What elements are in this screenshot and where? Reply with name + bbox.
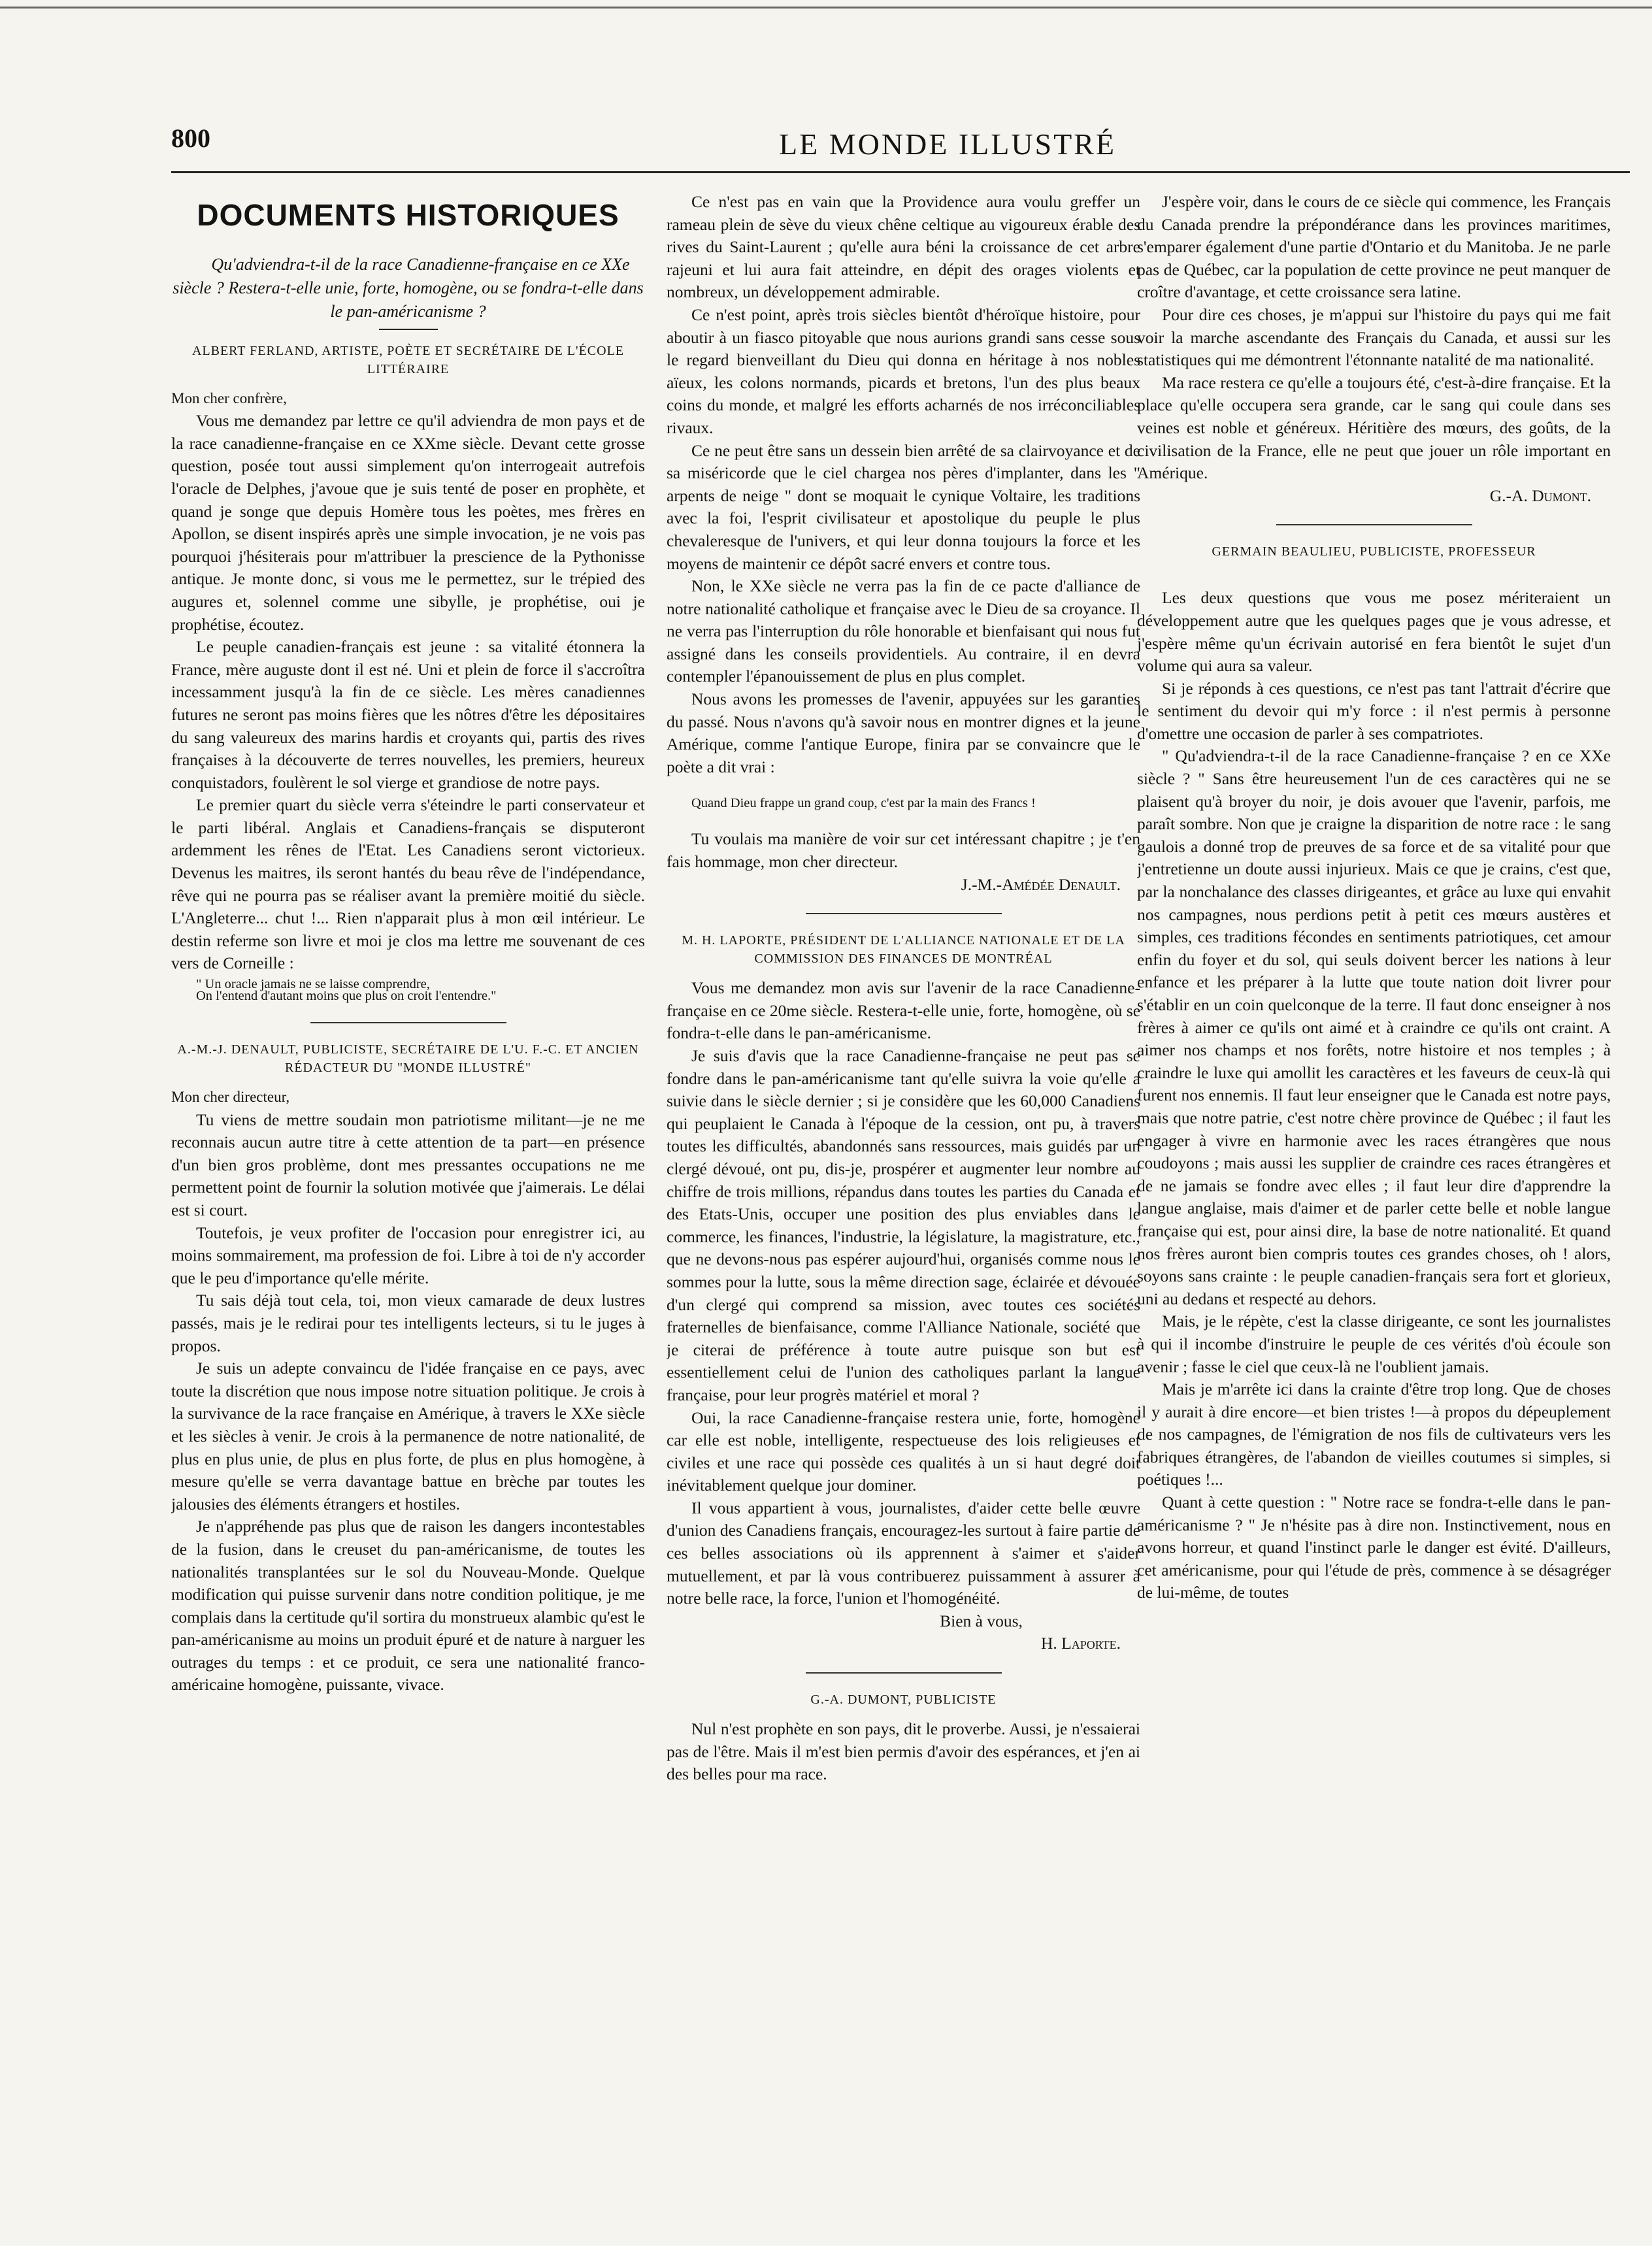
divider <box>1276 524 1472 525</box>
signature: J.-M.-Amédée Denault. <box>961 874 1121 894</box>
signature: H. Laporte. <box>1040 1634 1121 1653</box>
paragraph: Je suis d'avis que la race Canadienne-française ne peut pas se fondre dans le pan-américanisme tant qu'elle suivra la voie qu'elle a suivie dans le siècle dernier ; si je considère que les 60,000 Canadiens qui peuplaient le Canada à l'époque de la cession, ont pu, à travers toutes les difficultés, abandonnés sans ressources, mais guidés par un clergé dévoué, ont pu, dis-je, prospérer et augmenter leur nombre au chiffre de trois millions, répandus dans toutes les parties du Canada et des Etats-Unis, occuper une position des plus enviables dans le commerce, les finances, l'industrie, la législature, la magistrature, etc., que ne devons-nous pas espérer aujourd'hui, organisés comme nous le sommes pour la lutte, sous la même direction sage, éclairée et dévouée d'un clergé qui comprend sa mission, avec toutes ces sociétés fraternelles de bienfaisance, comme l'Alliance Nationale, société que je citerai de préférence à toute autre puisque son but est essentiellement celui de l'union des catholiques parlant la langue française, pour leur progrès matériel et moral ? <box>667 1046 1140 1404</box>
author-heading-beaulieu: GERMAIN BEAULIEU, PUBLICISTE, PROFESSEUR <box>1212 544 1536 559</box>
paragraph: Nul n'est prophète en son pays, dit le proverbe. Aussi, je n'essaierai pas de l'être. Mais il m'est bien permis d'avoir des espérances, et j'en ai des belles pour ma race. <box>667 1719 1140 1784</box>
divider <box>806 913 1002 914</box>
paragraph: Vous me demandez mon avis sur l'avenir de la race Canadienne-française en ce 20me siècle. Restera-t-elle unie, forte, homogène, où se fondra-t-elle dans le pan-américanisme. <box>667 978 1140 1043</box>
paragraph: Mais je m'arrête ici dans la crainte d'être trop long. Que de choses il y aurait à dire encore—et bien tristes !—à propos du dépeuplement de nos campagnes, de l'émigration de nos fils de cultivateurs vers les fabriques étrangères, de l'abandon de vieilles coutumes si simples, si poétiques !... <box>1137 1379 1611 1489</box>
closing: Bien à vous, <box>940 1611 1023 1630</box>
paragraph: Le premier quart du siècle verra s'éteindre le parti conservateur et le parti libéral. Anglais et Canadiens-français se disputeront ardemment les rênes de l'Etat. Les Canadiens seront victorieux. Devenus les maitres, ils seront hantés du beau rêve de l'indépendance, rêve qui ne pourra pas se réaliser avant la première moitié du siècle. L'Angleterre... chut !... Rien n'apparait plus à mon œil intérieur. Le destin referme son livre et moi je clos ma lettre me souvenant de ces vers de Corneille : <box>171 795 645 973</box>
signature: G.-A. Dumont. <box>1489 486 1591 505</box>
header-rule <box>171 171 1630 173</box>
paragraph: Ce ne peut être sans un dessein bien arrêté de sa clairvoyance et de sa miséricorde que le ciel chargea nos pères d'implanter, dans les " arpents de neige " dont se moquait le cynique Voltaire, les traditions avec la foi, l'esprit civilisateur et apostolique du peuple le plus chevaleresque de l'univers, et qui leur donna toujours la force et les moyens de maintenir ce dépôt sacré envers et contre tous. <box>667 440 1140 573</box>
quote-line: On l'entend d'autant moins que plus on croit l'entendre." <box>196 989 497 1004</box>
divider <box>379 329 438 330</box>
page-number: 800 <box>171 124 210 153</box>
paragraph: Pour dire ces choses, je m'appui sur l'histoire du pays qui me fait voir la marche ascendante des Français du Canada, et aussi sur les statistiques qui me démontrent l'étonnante natalité de ma nationalité. <box>1137 305 1611 370</box>
column-1 <box>171 191 645 2217</box>
paragraph: Il vous appartient à vous, journalistes, d'aider cette belle œuvre d'union des Canadiens français, encouragez-les surtout à faire partie de ces belles associations où ils apprennent à s'aimer et s'aider mutuellement, et par là vous contribuerez puissamment à assurer à notre belle race, la force, l'union et l'homogénéité. <box>667 1498 1140 1608</box>
divider <box>806 1672 1002 1674</box>
author-heading-dumont: G.-A. DUMONT, PUBLICISTE <box>810 1693 997 1708</box>
paragraph: Ma race restera ce qu'elle a toujours été, c'est-à-dire française. Et la place qu'elle occupera sera grande, car le sang qui coule dans ses veines est noble et généreux. Héritière des mœurs, des goûts, de la civilisation de la France, elle ne peut que jouer un rôle important en Amérique. <box>1137 372 1611 483</box>
divider <box>310 1022 506 1023</box>
question: Qu'adviendra-t-il de la race Canadienne-française en ce XXe siècle ? Restera-t-elle unie, forte, homogène, ou se fondra-t-elle dans le pan-américanisme ? <box>173 254 644 321</box>
paragraph: Je suis un adepte convaincu de l'idée française en ce pays, avec toute la discrétion que nous impose notre situation politique. Je crois à la survivance de la race française en Amérique, à travers le XXe siècle et les siècles à venir. Je crois à la permanence de notre nationalité, de plus en plus unie, de plus en plus forte, de plus en plus homogène, à mesure qu'elle se verra davantage battue en brèche par toutes les jalousies des éléments étrangers et hostiles. <box>171 1359 645 1513</box>
paragraph: Les deux questions que vous me posez mériteraient un développement autre que les quelques pages que je vous adresse, et j'espère même qu'un écrivain autorisé en fera bientôt le sujet d'un volume qui aura sa valeur. <box>1137 588 1611 676</box>
paragraph: Je n'appréhende pas plus que de raison les dangers incontestables de la fusion, dans le creuset du pan-américanisme, de toutes les nationalités transplantées sur le sol du Nouveau-Monde. Quelque modification qui puisse survenir dans notre condition politique, je me complais dans la certitude qu'il sortira du monstrueux alambic qu'est le pan-américanisme au moins un produit épuré et de nature à narguer les outrages du temps : et ce produit, ce sera une nationalité franco-américaine homogène, puissante, vivace. <box>171 1517 645 1694</box>
salutation: Mon cher confrère, <box>171 389 287 406</box>
author-heading-laporte: M. H. LAPORTE, PRÉSIDENT DE L'ALLIANCE NATIONALE ET DE LA COMMISSION DES FINANCES DE MONTRÉAL <box>682 933 1125 966</box>
paragraph: Nous avons les promesses de l'avenir, appuyées sur les garanties du passé. Nous n'avons qu'à savoir nous en montrer dignes et la jeune Amérique, comme l'antique Europe, finira par se convaincre que le poète a dit vrai : <box>667 689 1140 776</box>
journal-title: LE MONDE ILLUSTRÉ <box>778 127 1117 161</box>
paragraph: Tu sais déjà tout cela, toi, mon vieux camarade de deux lustres passés, mais je le redirai pour tes intelligents lecteurs, si tu le juges à propos. <box>171 1291 645 1355</box>
section-title: DOCUMENTS HISTORIQUES <box>197 198 620 232</box>
quote-line: " Un oracle jamais ne se laisse comprendre, <box>196 977 430 992</box>
paragraph: Si je réponds à ces questions, ce n'est pas tant l'attrait d'écrire que le sentiment du devoir qui m'y force : il n'est permis à personne d'omettre une occasion de parler à ses compatriotes. <box>1137 678 1611 743</box>
paragraph: Tu voulais ma manière de voir sur cet intéressant chapitre ; je t'en fais hommage, mon cher directeur. <box>667 829 1140 872</box>
spacer <box>1137 570 1611 587</box>
paragraph: Non, le XXe siècle ne verra pas la fin de ce pacte d'alliance de notre nationalité catholique et française avec le Dieu de sa croyance. Il ne verra pas l'interruption du rôle honorable et bienfaisant qui nous fut assigné dans les conseils providentiels. Au contraire, il en devra contempler l'épanouissement de plus en plus complet. <box>667 576 1140 686</box>
column-3 <box>1137 191 1611 2217</box>
salutation: Mon cher directeur, <box>171 1089 290 1106</box>
paragraph: Le peuple canadien-français est jeune : sa vitalité étonnera la France, mère auguste dont il est né. Uni et plein de force il s'accroîtra incessamment jusqu'à la fin de ce siècle. Les mères canadiennes futures ne seront pas moins fières que les nôtres d'être les dépositaires du sang valeureux des marins hardis et croyants qui, partis des rives françaises à la découverte de terres nouvelles, les premiers, heureux conquistadors, foulèrent le sol vierge et grandiose de notre pays. <box>171 637 645 792</box>
paragraph: Vous me demandez par lettre ce qu'il adviendra de mon pays et de la race canadienne-française en ce XXme siècle. Devant cette grosse question, posée tout aussi simplement qu'on interrogeait autrefois l'oracle de Delphes, j'avoue que je suis tenté de poser en prophète, et quand je songe que depuis Homère tous les poètes, mes frères en Apollon, se disent inspirés après une simple invocation, je ne vois pas pourquoi j'hésiterais pour m'attribuer la prescience de la Pythonisse antique. Je monte donc, si vous me le permettez, sur le trépied des augures et, solennel comme une sibylle, je prophétise, oui je prophétise, écoutez. <box>171 411 645 634</box>
paragraph: Quant à cette question : " Notre race se fondra-t-elle dans le pan-américanisme ? " Je n'hésite pas à dire non. Instinctivement, nous en avons horreur, et quand l'instinct parle le danger est évité. D'ailleurs, cet américanisme, pour qui l'étude de près, commence à se désagréger de lui-même, de toutes <box>1137 1493 1611 1602</box>
top-border <box>0 0 1652 8</box>
paragraph: Ce n'est point, après trois siècles bientôt d'héroïque histoire, pour aboutir à un fiasco pitoyable que nous aurions grandi sans cesse sous le regard bienveillant du Dieu qui donna en héritage à nos nobles aïeux, les colons normands, picards et bretons, l'un des plus beaux coins du monde, et malgré les efforts acharnés de nos irréconciliables rivaux. <box>667 305 1140 437</box>
paragraph: Oui, la race Canadienne-française restera unie, forte, homogène car elle est noble, intelligente, respectueuse des lois religieuses et civiles et une race qui possède ces qualités à un si haut degré doit inévitablement quelque jour dominer. <box>667 1408 1140 1495</box>
paragraph: Ce n'est pas en vain que la Providence aura voulu greffer un rameau plein de sève du vieux chêne celtique au vigoureux érable des rives du Saint-Laurent ; qu'elle aura béni la croissance de cet arbre rajeuni et lui aura fait atteindre, en dépit des orages violents et nombreux, un développement admirable. <box>667 192 1140 302</box>
paragraph: Toutefois, je veux profiter de l'occasion pour enregistrer ici, au moins sommairement, ma profession de foi. Libre à toi de n'y accorder que le peu d'importance qu'elle mérite. <box>171 1223 645 1287</box>
author-heading-ferland: ALBERT FERLAND, ARTISTE, POÈTE ET SECRÉTAIRE DE L'ÉCOLE LITTÉRAIRE <box>191 343 625 376</box>
paragraph: " Qu'adviendra-t-il de la race Canadienne-française ? en ce XXe siècle ? " Sans être heureusement l'un de ces caractères qui ne se plaisent qu'à broyer du noir, je dois avouer que l'avenir, parfois, me paraît sombre. Non que je craigne la disparition de notre race : le sang gaulois a donné trop de preuves de sa force et de sa vitalité pour que j'entretienne un doute aussi injurieux. Mais ce que je crains, c'est que, par la nonchalance des classes dirigeantes, et grâce au luxe qui envahit nos campagnes, nous perdions petit à petit ces mœurs austères et simples, ces traditions fécondes en sentiments patriotiques, cet amour enfin du foyer et du sol, qui seuls doivent bercer les nations à leur enfance et les préparer à la lutte que toute nation doit livrer pour s'établir en un coin quelconque de la terre. Il faut donc enseigner à nos frères à aimer ce qu'ils ont aimé et à craindre ce qu'ils ont craint. A aimer nos champs et nos forêts, notre histoire et nos temples ; à craindre le luxe qui amollit les caractères et les faveurs de ceux-là qui furent nos ennemis. Il faut leur enseigner que le Canada est notre pays, mais que notre patrie, c'est notre chère province de Québec ; il faut les engager à vivre en harmonie avec les races étrangères que nous coudoyons ; mais aussi les supplier de craindre ces races étrangères et de ne jamais se fondre avec elles ; il faut leur dire d'apprendre la langue anglaise, mais d'aimer et de parler cette belle et noble langue française qui est, pour ainsi dire, la base de notre nationalité. Et quand nos frères auront bien compris toutes ces grandes choses, oh ! alors, soyons sans crainte : le peuple canadien-français sera fort et glorieux, uni au dedans et respecté au dehors. <box>1137 746 1611 1308</box>
author-heading-denault: A.-M.-J. DENAULT, PUBLICISTE, SECRÉTAIRE DE L'U. F.-C. ET ANCIEN RÉDACTEUR DU "MONDE ILLUSTRÉ" <box>177 1042 639 1076</box>
quote: Quand Dieu frappe un grand coup, c'est par la main des Francs ! <box>691 796 1036 811</box>
paragraph: Tu viens de mettre soudain mon patriotisme militant—je ne me reconnais aucun autre titre à cette attention de ta part—en présence d'un bien gros problème, dont mes pressantes occupations ne me permettent point de fournir la solution motivée que j'aimerais. Le délai est si court. <box>171 1110 645 1219</box>
paragraph: J'espère voir, dans le cours de ce siècle qui commence, les Français du Canada prendre la prépondérance dans les provinces maritimes, s'emparer également d'une partie d'Ontario et du Manitoba. Je ne parle pas de Québec, car la population de cette province ne peut manquer de croître d'avantage, et cette croissance sera latine. <box>1137 192 1611 302</box>
paragraph: Mais, je le répète, c'est la classe dirigeante, ce sont les journalistes à qui il incombe d'instruire le peuple de ces vérités d'où écoule son avenir ; fasse le ciel que ceux-là ne l'oublient jamais. <box>1137 1312 1611 1376</box>
column-2 <box>667 191 1140 2217</box>
